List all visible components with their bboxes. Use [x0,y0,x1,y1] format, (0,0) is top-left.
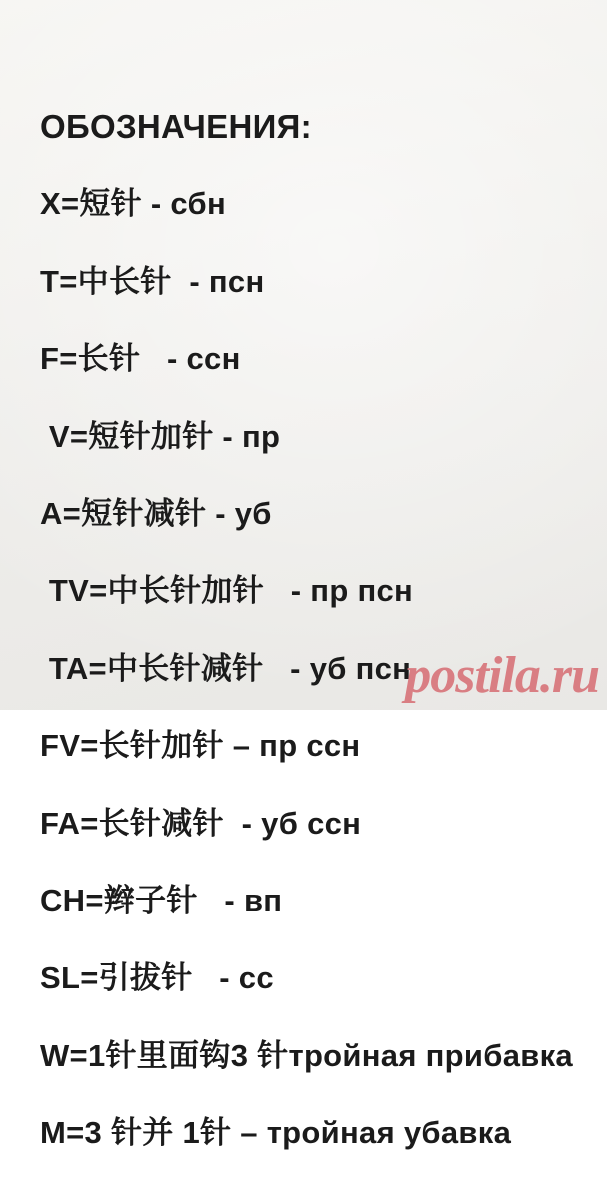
legend-line: F=长针 - ссн [40,341,241,377]
legend-line: X=短针 - сбн [40,186,227,222]
legend-line: A=短针减针 - уб [40,496,272,532]
legend-line: FV=长针加针 – пр ссн [40,728,361,764]
legend-line: M=3 针并 1针 – тройная убавка [40,1115,512,1151]
legend-line: TV=中长针加针 - пр псн [40,573,414,609]
postila-watermark: postila.ru [405,647,599,704]
legend-line: V=短针加针 - пр [40,418,281,454]
legend-line: T=中长针 - псн [40,263,265,299]
legend-line: CH=辫子针 - вп [40,883,283,919]
legend-line: FA=长针减针 - уб ссн [40,805,362,841]
legend-block [40,70,573,1190]
legend-title: ОБОЗНАЧЕНИЯ: [40,108,312,145]
legend-line: TA=中长针减针 - уб псн [40,650,412,686]
legend-line: SL=引拔针 - сс [40,960,274,996]
legend-line: W=1针里面钩3 针тройная прибавка [40,1037,573,1073]
